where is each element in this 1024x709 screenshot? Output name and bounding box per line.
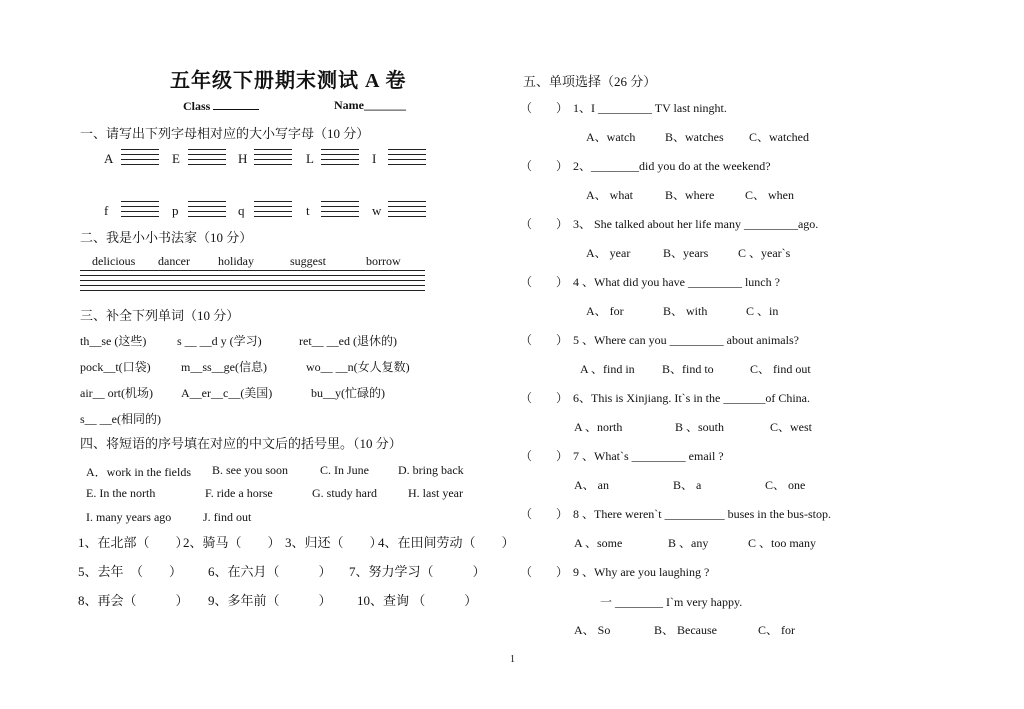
phrase-option: B. see you soon (212, 463, 288, 477)
writing-line (388, 216, 426, 217)
calligraphy-word: borrow (366, 254, 401, 268)
choice-option: B、 with (663, 304, 708, 318)
writing-line (121, 149, 159, 150)
question-text: 1、I _________ TV last ninght. (573, 101, 727, 115)
writing-line (121, 164, 159, 165)
writing-line (388, 201, 426, 202)
question-text: 4 、What did you have _________ lunch ? (573, 275, 780, 289)
writing-line (254, 149, 292, 150)
writing-line (188, 206, 226, 207)
phrase-option: H. last year (408, 486, 463, 500)
writing-line (188, 201, 226, 202)
writing-line (321, 154, 359, 155)
writing-line (188, 154, 226, 155)
q9-answer: 一 ________ I`m very happy. (600, 595, 743, 609)
writing-line (388, 154, 426, 155)
match-item: 9、多年前（ ） (208, 593, 332, 608)
writing-line (121, 201, 159, 202)
word-blank: A__er__c__(美国) (181, 386, 273, 400)
section-4-heading: 四、将短语的序号填在对应的中文后的括号里。（10 分） (80, 436, 402, 451)
letter-label: H (238, 151, 248, 166)
answer-bracket[interactable]: （ ） (520, 507, 569, 521)
answer-bracket[interactable]: （ ） (520, 333, 569, 347)
choice-option: B、watches (665, 130, 724, 144)
phrase-option: I. many years ago (86, 510, 172, 524)
word-blank: s __ __d y (学习) (177, 334, 262, 348)
question-text: 2、________did you do at the weekend? (573, 159, 771, 173)
choice-option: A、 what (586, 188, 633, 202)
answer-bracket[interactable]: （ ） (520, 449, 569, 463)
writing-line (388, 211, 426, 212)
answer-bracket[interactable]: （ ） (520, 159, 569, 173)
choice-option: A 、find in (580, 362, 635, 376)
match-item: 1、在北部（ ） (78, 535, 189, 550)
choice-option: C 、year`s (738, 246, 791, 260)
choice-option: C、 find out (750, 362, 811, 376)
writing-line (388, 206, 426, 207)
writing-line (254, 154, 292, 155)
class-label: Class (183, 98, 259, 114)
calligraphy-word: dancer (158, 254, 190, 268)
choice-option: A 、north (574, 420, 623, 434)
writing-line (388, 164, 426, 165)
word-blank: wo__ __n(女人复数) (306, 360, 410, 374)
question-text: 3、 She talked about her life many _________ago. (573, 217, 819, 231)
writing-line (188, 211, 226, 212)
letter-label: I (372, 151, 377, 166)
choice-option: C、 for (758, 623, 795, 637)
match-item: 10、查询 （ ） (357, 593, 478, 608)
writing-line (388, 159, 426, 160)
choice-option: C、 when (745, 188, 794, 202)
choice-option: C、watched (749, 130, 809, 144)
name-label: Name_______ (334, 98, 406, 112)
phrase-option: E. In the north (86, 486, 156, 500)
writing-line (121, 211, 159, 212)
answer-bracket[interactable]: （ ） (520, 391, 569, 405)
writing-line (121, 159, 159, 160)
word-blank: ret__ __ed (退休的) (299, 334, 397, 348)
choice-option: B、where (665, 188, 715, 202)
word-blank: th__se (这些) (80, 334, 147, 348)
answer-bracket[interactable]: （ ） (520, 565, 569, 579)
letter-label: E (172, 151, 180, 166)
writing-line (254, 201, 292, 202)
writing-line (121, 216, 159, 217)
writing-line (321, 159, 359, 160)
writing-line (321, 216, 359, 217)
match-item: 8、再会（ ） (78, 593, 189, 608)
writing-line (321, 211, 359, 212)
choice-option: A、 an (574, 478, 609, 492)
choice-option: A 、some (574, 536, 623, 550)
word-blank: bu__y(忙碌的) (311, 386, 385, 400)
section-1-heading: 一、请写出下列字母相对应的大小写字母（10 分） (80, 126, 370, 141)
choice-option: C、 one (765, 478, 806, 492)
match-item: 2、骑马（ ） (183, 535, 281, 550)
writing-line (188, 149, 226, 150)
choice-option: B、 a (673, 478, 702, 492)
choice-option: A、 So (574, 623, 611, 637)
word-blank: s__ __e(相同的) (80, 412, 161, 426)
writing-line (254, 216, 292, 217)
letter-label: f (104, 203, 109, 218)
answer-bracket[interactable]: （ ） (520, 275, 569, 289)
section-5-heading: 五、单项选择（26 分） (523, 74, 657, 89)
writing-line (188, 164, 226, 165)
question-text: 5 、Where can you _________ about animals? (573, 333, 799, 347)
writing-line (121, 206, 159, 207)
page-title: 五年级下册期末测试 A 卷 (170, 70, 407, 92)
writing-line (254, 206, 292, 207)
letter-label: q (238, 203, 245, 218)
section-2-heading: 二、我是小小书法家（10 分） (80, 230, 253, 245)
writing-line (254, 211, 292, 212)
phrase-option: J. find out (203, 510, 252, 524)
letter-label: L (306, 151, 314, 166)
question-text: 6、This is Xinjiang. It`s in the _______of China. (573, 391, 810, 405)
word-blank: pock__t(口袋) (80, 360, 151, 374)
writing-line (188, 159, 226, 160)
writing-line (321, 201, 359, 202)
question-text: 9 、Why are you laughing ? (573, 565, 710, 579)
page-number: 1 (510, 654, 515, 665)
phrase-option: D. bring back (398, 463, 464, 477)
calligraphy-word: delicious (92, 254, 136, 268)
section-3-heading: 三、补全下列单词（10 分） (80, 308, 240, 323)
answer-bracket[interactable]: （ ） (520, 217, 569, 231)
letter-label: w (372, 203, 382, 218)
writing-line (321, 149, 359, 150)
writing-line (388, 149, 426, 150)
question-text: 7 、What`s _________ email ? (573, 449, 724, 463)
choice-option: A、 year (586, 246, 631, 260)
phrase-option: G. study hard (312, 486, 377, 500)
calligraphy-word: suggest (290, 254, 326, 268)
writing-line (321, 164, 359, 165)
choice-option: B、years (663, 246, 709, 260)
writing-line (254, 164, 292, 165)
match-item: 4、在田间劳动（ ） (378, 535, 515, 550)
choice-option: B 、south (675, 420, 725, 434)
phrase-option: F. ride a horse (205, 486, 273, 500)
choice-option: B、find to (662, 362, 714, 376)
choice-option: C、west (770, 420, 813, 434)
choice-option: A、 for (586, 304, 624, 318)
answer-bracket[interactable]: （ ） (520, 101, 569, 115)
match-item: 6、在六月（ ） (208, 564, 332, 579)
letter-label: p (172, 203, 179, 218)
choice-option: C 、too many (748, 536, 816, 550)
word-blank: air__ ort(机场) (80, 386, 153, 400)
match-item: 3、归还（ ） (285, 535, 383, 550)
writing-line (188, 216, 226, 217)
phrase-option: C. In June (320, 463, 369, 477)
choice-option: B 、any (668, 536, 709, 550)
letter-label: A (104, 151, 114, 166)
writing-line (321, 206, 359, 207)
choice-option: B、 Because (654, 623, 717, 637)
word-blank: m__ss__ge(信息) (181, 360, 267, 374)
choice-option: C 、in (746, 304, 779, 318)
choice-option: A、watch (586, 130, 636, 144)
match-item: 7、努力学习（ ） (349, 564, 486, 579)
phrase-option: A．work in the fields (86, 465, 191, 479)
writing-line (254, 159, 292, 160)
question-text: 8 、There weren`t __________ buses in the bus-stop. (573, 507, 831, 521)
calligraphy-word: holiday (218, 254, 254, 268)
match-item: 5、去年 （ ） (78, 564, 183, 579)
letter-label: t (306, 203, 310, 218)
writing-line (121, 154, 159, 155)
